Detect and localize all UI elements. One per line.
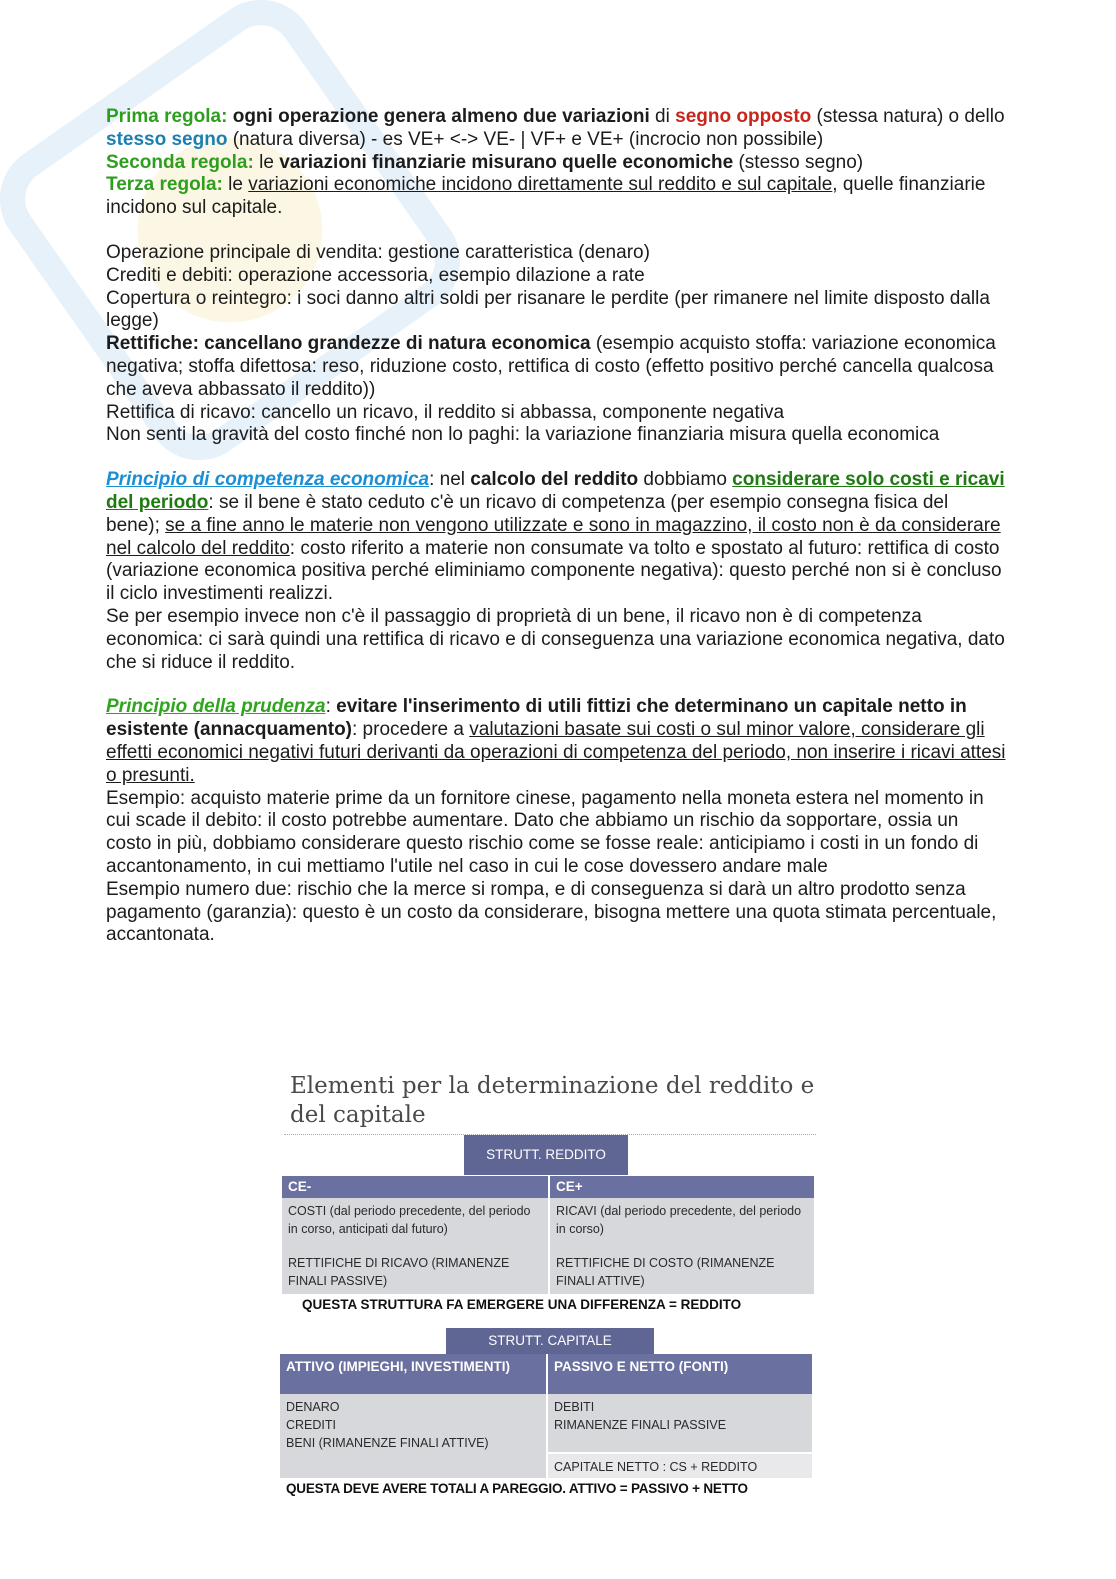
beni-text: BENI (RIMANENZE FINALI ATTIVE) xyxy=(286,1436,489,1450)
debiti-text: DEBITI xyxy=(554,1400,595,1414)
passivo-cell xyxy=(546,1394,812,1452)
denaro-text: DENARO xyxy=(286,1400,340,1414)
rules-paragraph: Prima regola: ogni operazione genera almeno due variazioni di segno opposto (stessa natura) o dello stesso segno (natura diversa) - es VE+ <-> VE- | VF+ e VE+ (incrocio non possibile) Seconda regola: le variazioni finanziarie misurano quelle economiche (stesso segno) Terza regola: le variazioni economiche incidono direttamente sul reddito e sul capitale, quelle finanziarie incidono sul capitale. xyxy=(106,106,1005,219)
capitale-caption: QUESTA DEVE AVERE TOTALI A PAREGGIO. ATTIVO = PASSIVO + NETTO xyxy=(286,1481,748,1496)
slide-figure xyxy=(280,1068,825,1508)
rettifiche-costo-text: RETTIFICHE DI COSTO (RIMANENZE FINALI ATTIVE) xyxy=(556,1256,775,1288)
capitale-netto-cell: CAPITALE NETTO : CS + REDDITO xyxy=(546,1454,812,1478)
ce-minus-header: CE- xyxy=(282,1176,548,1198)
crediti-text: CREDITI xyxy=(286,1418,336,1432)
ricavi-text: RICAVI (dal periodo precedente, del periodo in corso) xyxy=(556,1204,802,1236)
notes-text xyxy=(106,106,1006,947)
attivo-header: ATTIVO (IMPIEGHI, INVESTIMENTI) xyxy=(280,1354,546,1394)
prudenza-link[interactable]: Principio della prudenza xyxy=(106,696,326,718)
ce-plus-cell xyxy=(548,1198,814,1294)
rettifiche-ricavo-text: RETTIFICHE DI RICAVO (RIMANENZE FINALI PASSIVE) xyxy=(288,1256,510,1288)
competenza-link[interactable]: Principio di competenza economica xyxy=(106,469,430,491)
ce-plus-header: CE+ xyxy=(548,1176,814,1198)
reddito-caption: QUESTA STRUTTURA FA EMERGERE UNA DIFFERENZA = REDDITO xyxy=(302,1297,742,1312)
rimanenze-passive-text: RIMANENZE FINALI PASSIVE xyxy=(554,1418,727,1432)
ce-minus-cell xyxy=(282,1198,548,1294)
slide-title: Elementi per la determinazione del reddito e del capitale xyxy=(290,1073,815,1128)
attivo-cell xyxy=(280,1394,546,1478)
prudenza-paragraph: Principio della prudenza: evitare l'inserimento di utili fittizi che determinano un capitale netto in esistente (annacquamento): procedere a valutazioni basate sui costi o sul minor valore, considerare gli effetti economici negativi futuri derivanti da operazioni di competenza del periodo, non inserire i ricavi attesi o presunti. Esempio: acquisto materie prime da un fornitore cinese, pagamento nella moneta estera nel momento in cui scade il debito: il costo potrebbe aumentare. Dato che abbiamo un rischio da sopportare, ossia un costo in più, dobbiamo considerare questo rischio come se fosse reale: anticipiamo i costi in un fondo di accantonamento, in cui mettiamo l'utile nel caso in cui le cose dovessero andare male Esempio numero due: rischio che la merce si rompa, e di conseguenza si darà un altro prodotto senza pagamento (garanzia): questo è un costo da considerare, bisogna mettere una quota stimata percentuale, accantonata. xyxy=(106,696,1006,946)
passivo-header: PASSIVO E NETTO (FONTI) xyxy=(546,1354,812,1394)
competenza-paragraph: Principio di competenza economica: nel calcolo del reddito dobbiamo considerare solo costi e ricavi del periodo: se il bene è stato ceduto c'è un ricavo di competenza (per esempio consegna fisica del bene); se a fine anno le materie non vengono utilizzate e sono in magazzino, il costo non è da considerare nel calcolo del reddito: costo riferito a materie non consumate va tolto e spostato al futuro: rettifica di costo (variazione economica positiva perché eliminiamo componente negativa): questo perché non si è concluso il ciclo investimenti realizzi. Se per esempio invece non c'è il passaggio di proprietà di un bene, il ricavo non è di competenza economica: ci sarà quindi una rettifica di ricavo e di conseguenza una variazione economica negativa, dato che si riduce il reddito. xyxy=(106,469,1005,673)
operations-paragraph: Operazione principale di vendita: gestione caratteristica (denaro) Crediti e debiti: operazione accessoria, esempio dilazione a rate Copertura o reintegro: i soci danno altri soldi per risanare le perdite (per rimanere nel limite disposto dalla legge) Rettifiche: cancellano grandezze di natura economica (esempio acquisto stoffa: variazione economica negativa; stoffa difettosa: reso, riduzione costo, rettifica di costo (effetto positivo perché cancella qualcosa che aveva abbassato il reddito)) Rettifica di ricavo: cancello un ricavo, il reddito si abbassa, componente negativa Non senti la gravità del costo finché non lo paghi: la variazione finanziaria misura quella economica xyxy=(106,241,996,446)
tab-strutt-reddito: STRUTT. REDDITO xyxy=(464,1135,628,1175)
costi-text: COSTI (dal periodo precedente, del periodo in corso, anticipati dal futuro) xyxy=(288,1204,531,1236)
tab-strutt-capitale: STRUTT. CAPITALE xyxy=(446,1328,654,1354)
